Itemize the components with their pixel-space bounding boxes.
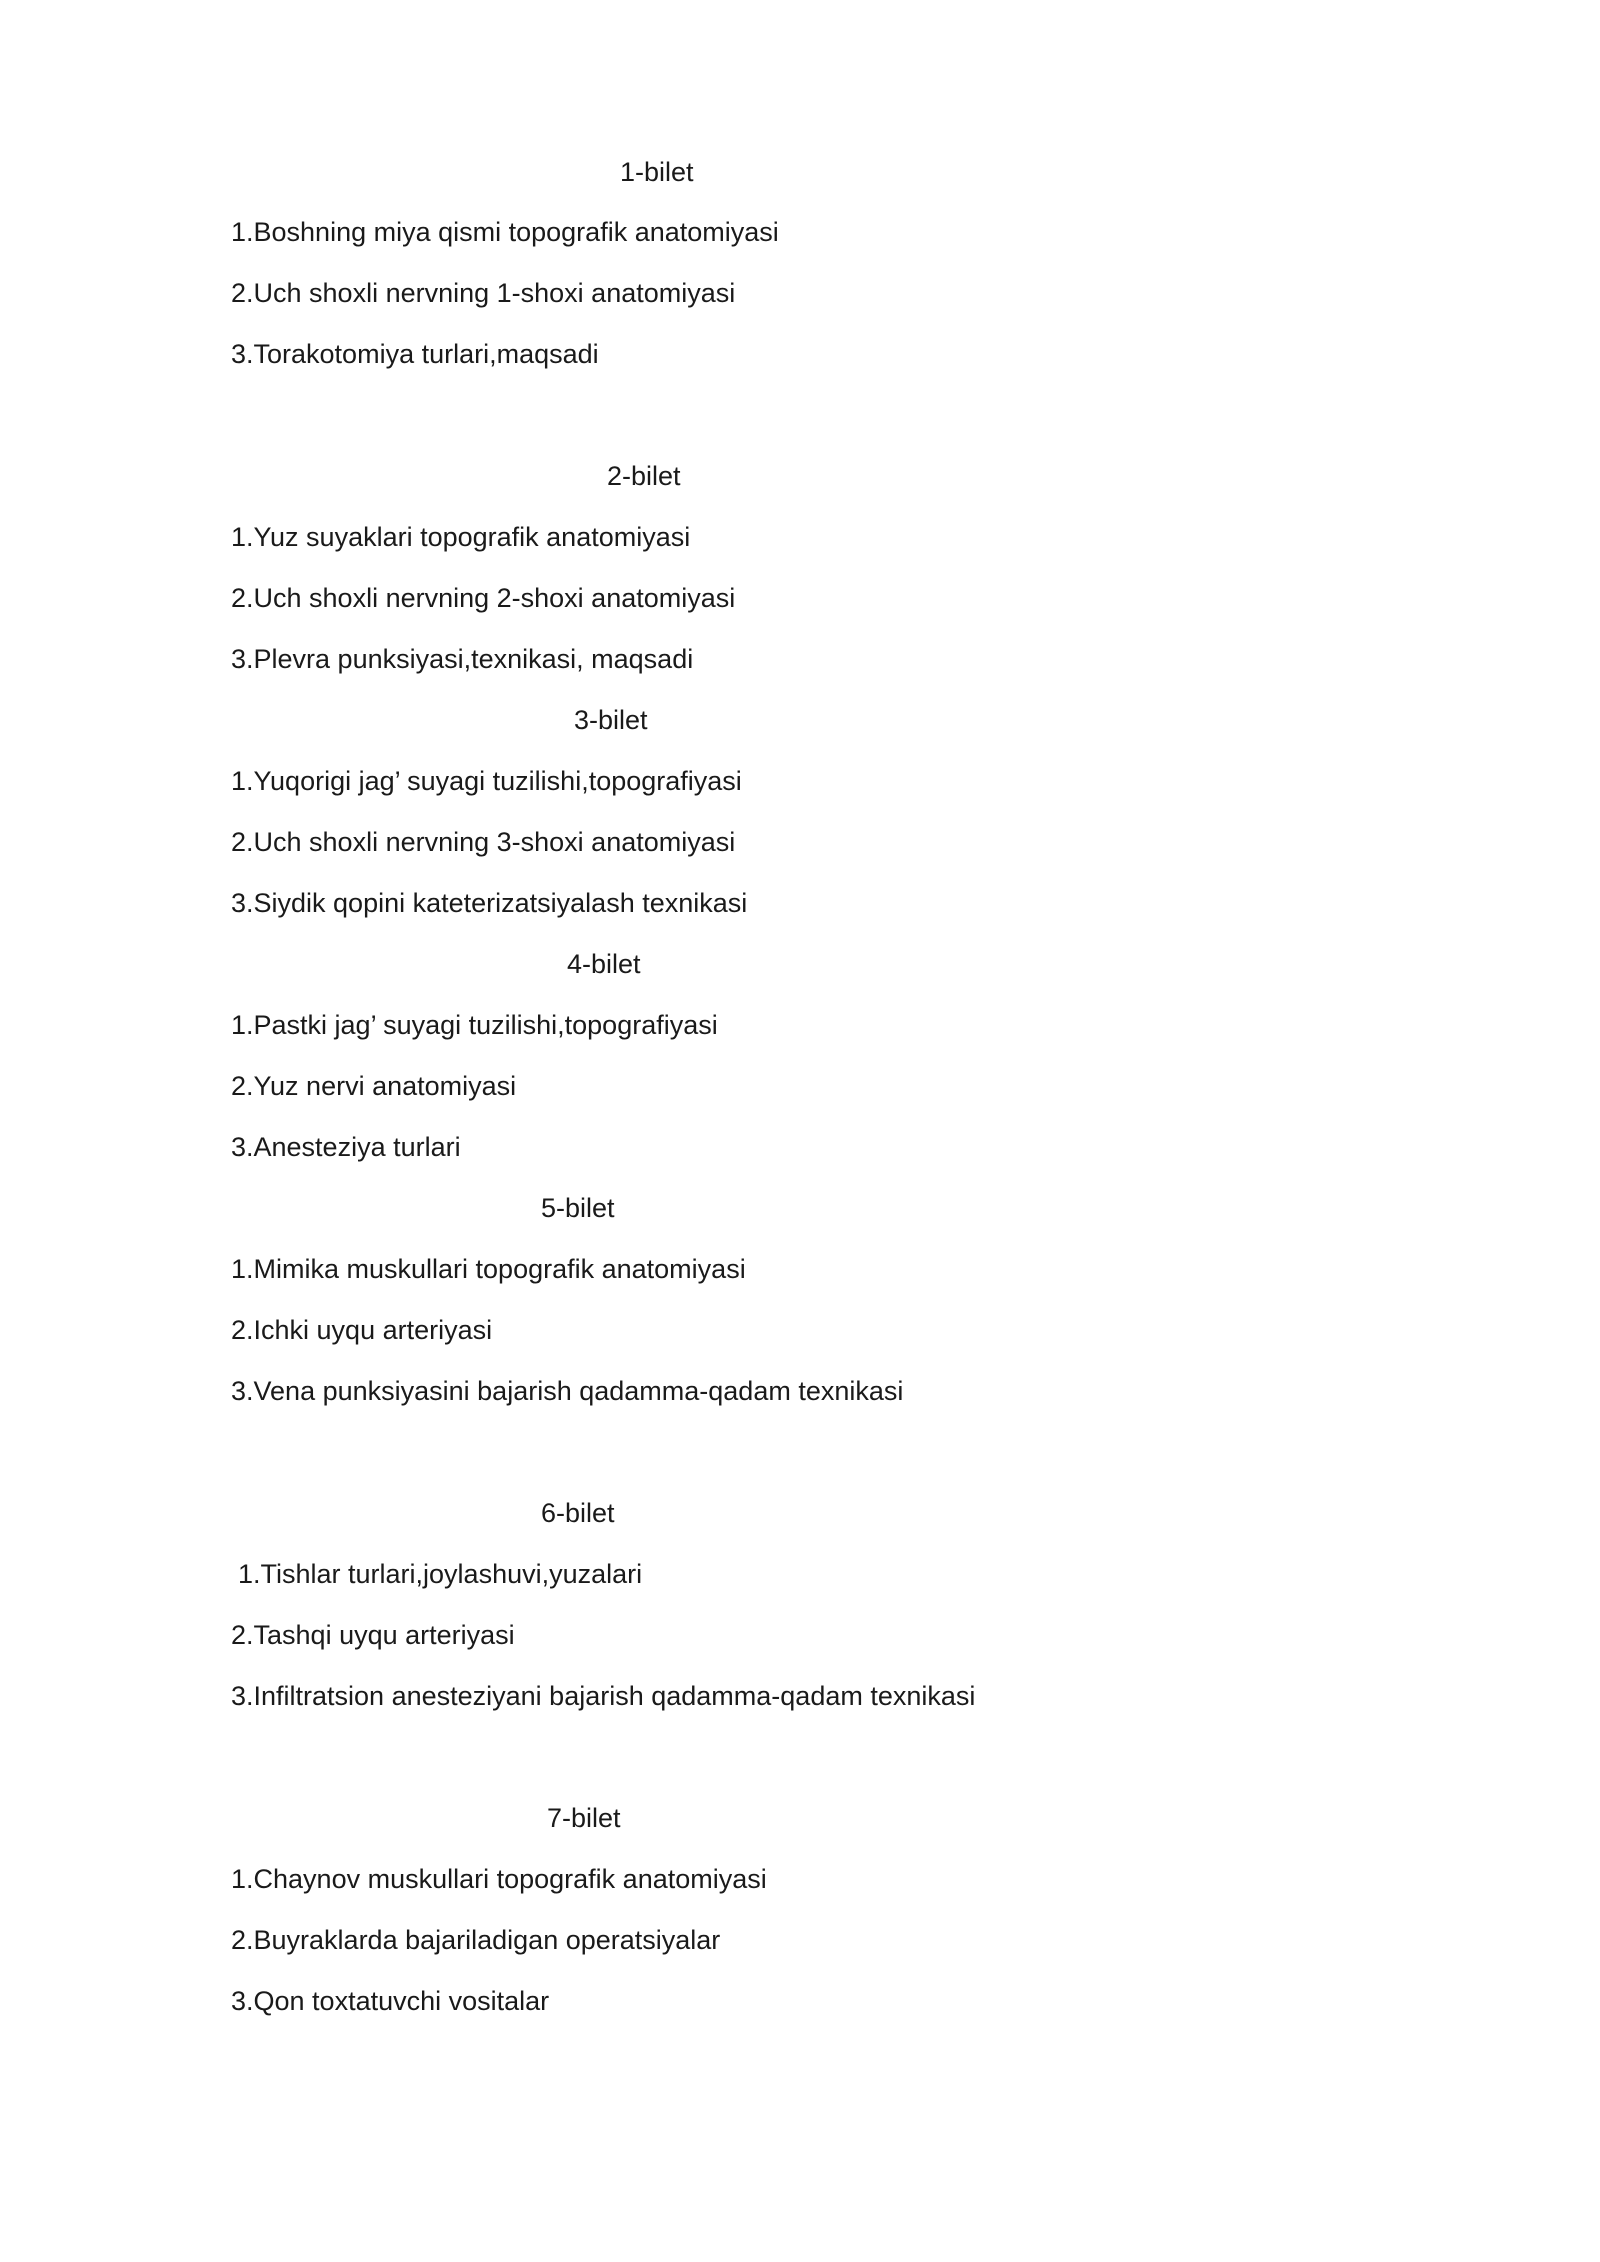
- ticket-title: 7-bilet: [547, 1803, 621, 1833]
- ticket-question: 3.Plevra punksiyasi,texnikasi, maqsadi: [231, 644, 694, 674]
- ticket-question: 3.Infiltratsion anesteziyani bajarish qadamma-qadam texnikasi: [231, 1681, 976, 1711]
- ticket-question: 3.Qon toxtatuvchi vositalar: [231, 1986, 550, 2016]
- ticket-question: 1.Pastki jag’ suyagi tuzilishi,topografiyasi: [231, 1010, 718, 1040]
- ticket-question: 1.Chaynov muskullari topografik anatomiyasi: [231, 1864, 767, 1894]
- ticket-title: 2-bilet: [607, 461, 681, 491]
- ticket-question: 1.Tishlar turlari,joylashuvi,yuzalari: [238, 1559, 643, 1589]
- ticket-question: 1.Yuqorigi jag’ suyagi tuzilishi,topografiyasi: [231, 766, 742, 796]
- ticket-question: 3.Siydik qopini kateterizatsiyalash texnikasi: [231, 888, 748, 918]
- ticket-question: 2.Uch shoxli nervning 2-shoxi anatomiyasi: [231, 583, 736, 613]
- ticket-title: 4-bilet: [567, 949, 641, 979]
- ticket-question: 1.Boshning miya qismi topografik anatomiyasi: [231, 217, 779, 247]
- ticket-question: 2.Uch shoxli nervning 3-shoxi anatomiyasi: [231, 827, 736, 857]
- ticket-question: 3.Anesteziya turlari: [231, 1132, 461, 1162]
- ticket-title: 3-bilet: [574, 705, 648, 735]
- ticket-question: 2.Uch shoxli nervning 1-shoxi anatomiyasi: [231, 278, 736, 308]
- ticket-question: 1.Mimika muskullari topografik anatomiyasi: [231, 1254, 746, 1284]
- ticket-question: 3.Vena punksiyasini bajarish qadamma-qadam texnikasi: [231, 1376, 904, 1406]
- ticket-question: 2.Ichki uyqu arteriyasi: [231, 1315, 493, 1345]
- ticket-question: 2.Yuz nervi anatomiyasi: [231, 1071, 517, 1101]
- ticket-title: 5-bilet: [541, 1193, 615, 1223]
- ticket-title: 1-bilet: [620, 157, 694, 187]
- ticket-title: 6-bilet: [541, 1498, 615, 1528]
- ticket-question: 3.Torakotomiya turlari,maqsadi: [231, 339, 599, 369]
- ticket-question: 1.Yuz suyaklari topografik anatomiyasi: [231, 522, 691, 552]
- ticket-question: 2.Tashqi uyqu arteriyasi: [231, 1620, 515, 1650]
- ticket-question: 2.Buyraklarda bajariladigan operatsiyalar: [231, 1925, 721, 1955]
